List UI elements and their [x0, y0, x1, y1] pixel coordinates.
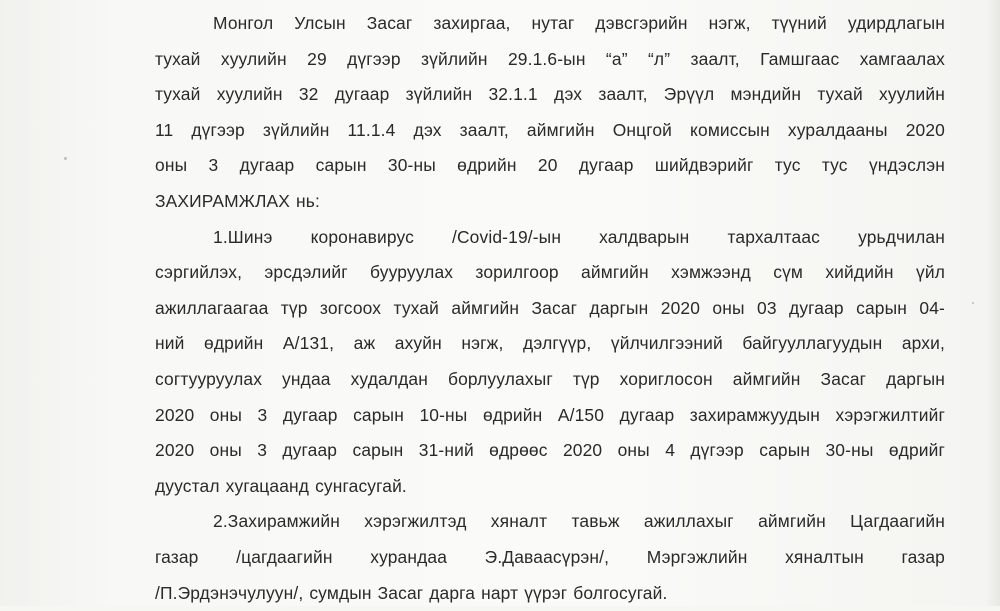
text-line: согтууруулах ундаа худалдан борлуулахыг түр хориглосон аймгийн Засаг даргын — [155, 362, 945, 398]
text-line: 2.Захирамжийн хэрэгжилтэд хяналт тавьж ажиллахыг аймгийн Цагдаагийн — [155, 504, 945, 540]
decree-text — [155, 6, 945, 611]
text-line: ЗАХИРАМЖЛАХ нь: — [155, 184, 945, 220]
page-edge-shadow — [986, 0, 1000, 606]
paragraph-item-1 — [155, 220, 945, 505]
paragraph-legal-basis — [155, 6, 945, 220]
paragraph-item-2 — [155, 504, 945, 611]
text-line: Монгол Улсын Засаг захиргаа, нутаг дэвсгэрийн нэгж, түүний удирдлагын — [155, 6, 945, 42]
text-line: /П.Эрдэнэчулуун/, сумдын Засаг дарга нарт үүрэг болгосугай. — [155, 576, 945, 611]
text-line: тухай хуулийн 32 дугаар зүйлийн 32.1.1 дэх заалт, Эрүүл мэндийн тухай хуулийн — [155, 77, 945, 113]
text-line: тухай хуулийн 29 дүгээр зүйлийн 29.1.6-ын “а” “л” заалт, Гамшгаас хамгаалах — [155, 42, 945, 78]
text-line: 2020 оны 3 дугаар сарын 10-ны өдрийн А/150 дугаар захирамжуудын хэрэгжилтийг — [155, 398, 945, 434]
text-line: 1.Шинэ коронавирус /Covid-19/-ын халдварын тархалтаас урьдчилан — [155, 220, 945, 256]
text-line: 11 дүгээр зүйлийн 11.1.4 дэх заалт, аймгийн Онцгой комиссын хуралдааны 2020 — [155, 113, 945, 149]
text-line: газар /цагдаагийн хурандаа Э.Даваасүрэн/, Мэргэжлийн хяналтын газар — [155, 540, 945, 576]
text-line: дуустал хугацаанд сунгасугай. — [155, 469, 945, 505]
text-line: оны 3 дугаар сарын 30-ны өдрийн 20 дугаар шийдвэрийг тус тус үндэслэн — [155, 148, 945, 184]
text-line: ажиллагаагаа түр зогсоох тухай аймгийн Засаг даргын 2020 оны 03 дугаар сарын 04- — [155, 291, 945, 327]
text-line: ний өдрийн А/131, аж ахуйн нэгж, дэлгүүр, үйлчилгээний байгууллагуудын архи, — [155, 326, 945, 362]
scan-speck — [64, 157, 67, 160]
text-line: сэргийлэх, эрсдэлийг бууруулах зорилгоор аймгийн хэмжээнд сүм хийдийн үйл — [155, 255, 945, 291]
scan-speck — [972, 302, 974, 304]
text-line: 2020 оны 3 дугаар сарын 31-ний өдрөөс 2020 оны 4 дүгээр сарын 30-ны өдрийг — [155, 433, 945, 469]
